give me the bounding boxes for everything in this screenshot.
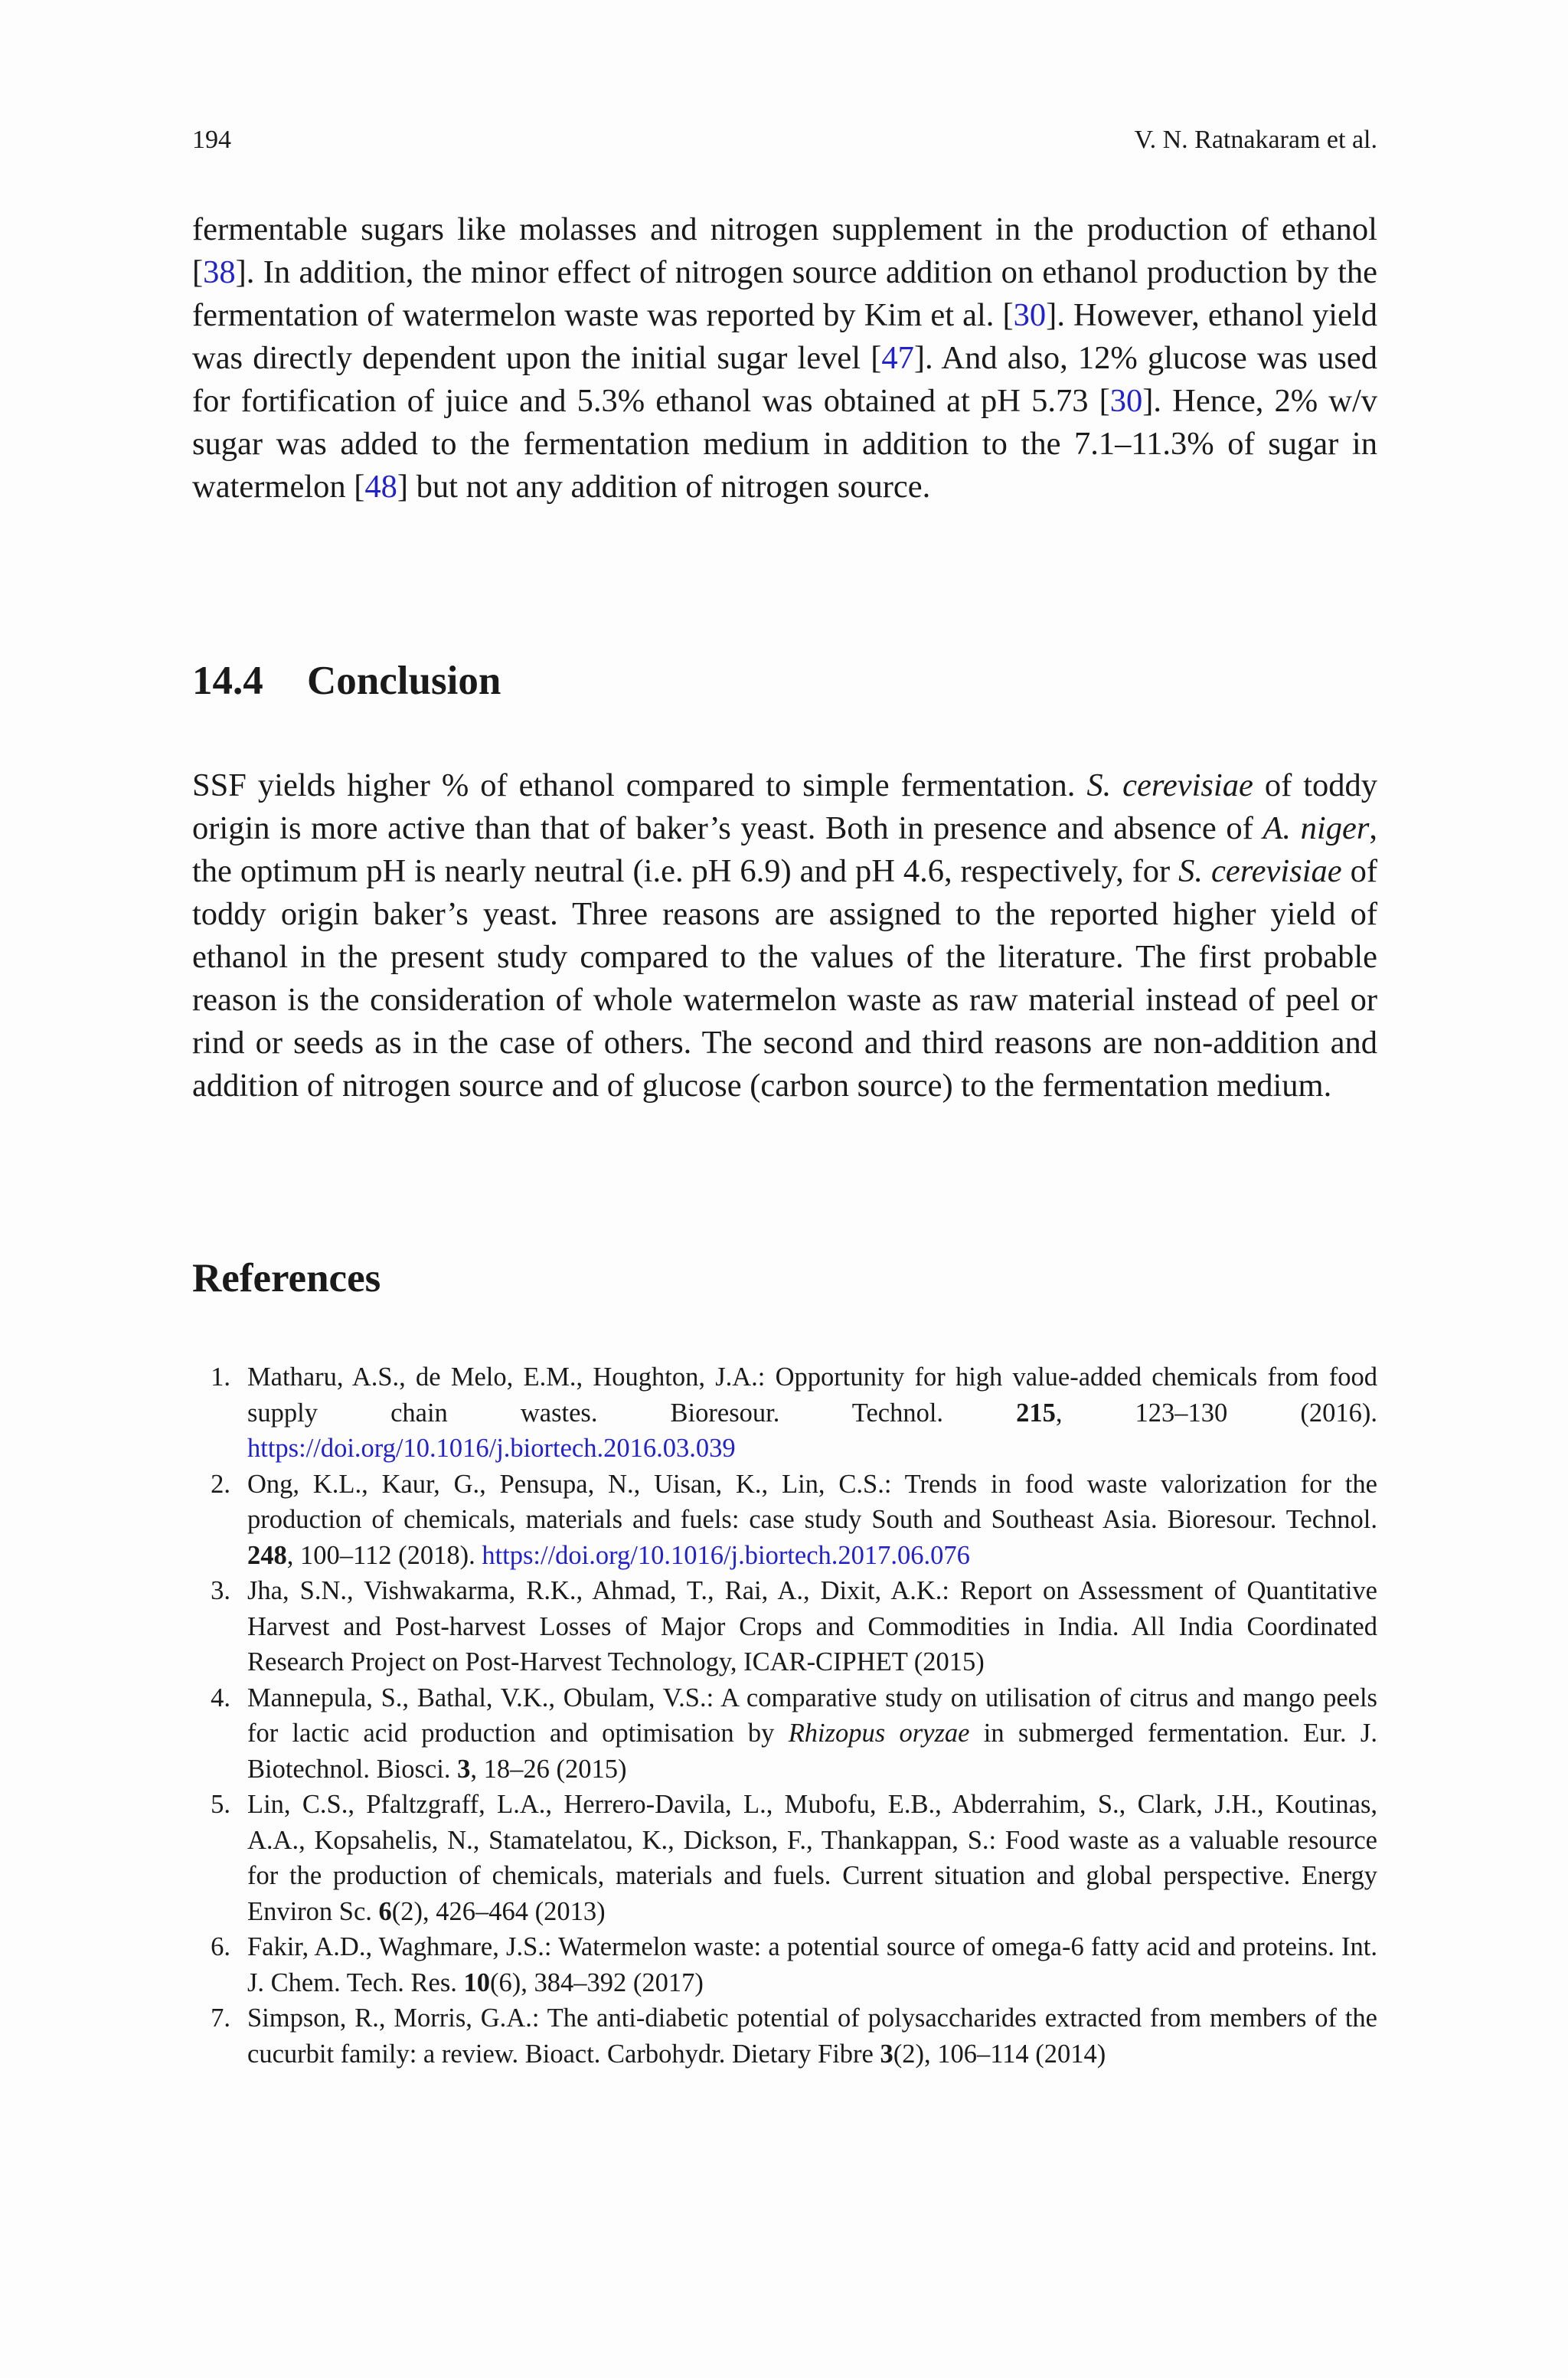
reference-text: Jha, S.N., Vishwakarma, R.K., Ahmad, T., Rai, A., Dixit, A.K.: Report on Assessment of Quantitative Harvest and Post-harvest Losses of Major Crops and Commodities in India. All India Coordinated Research Project on Post-Harvest Technology, ICAR-CIPHET (2015)	[247, 1576, 1377, 1676]
reference-text: Lin, C.S., Pfaltzgraff, L.A., Herrero-Davila, L., Mubofu, E.B., Abderrahim, S., Clark, J.H., Koutinas, A.A., Kopsahelis, N., Stamatelatou, K., Dickson, F., Thankappan, S.: Food waste as a valuable resource for the production of chemicals, materials and fuels. Current situation and global perspective. Energy Environ Sc.	[247, 1790, 1377, 1926]
species-name: S. cerevisiae	[1178, 853, 1342, 889]
reference-volume: 215	[1016, 1398, 1056, 1428]
citation-link[interactable]: 38	[203, 254, 236, 290]
reference-number: 4.	[211, 1683, 230, 1712]
citation-link[interactable]: 30	[1013, 297, 1047, 333]
reference-item	[192, 1467, 1377, 1574]
text-run: of toddy origin is more active than that of baker’s yeast. Both in presence and absence of	[192, 767, 1377, 846]
reference-number: 1.	[211, 1362, 230, 1392]
text-run: ]. And also, 12% glucose was used for fortification of juice and 5.3% ethanol was obtained at pH 5.73 [	[192, 340, 1377, 419]
text-run: SSF yields higher % of ethanol compared to simple fermentation.	[192, 767, 1087, 803]
species-name: Rhizopus oryzae	[788, 1719, 970, 1748]
reference-volume: 248	[247, 1540, 287, 1570]
reference-pages: (2), 106–114 (2014)	[893, 2039, 1106, 2069]
section-title: Conclusion	[307, 659, 501, 703]
reference-list	[192, 1359, 1377, 2072]
citation-link[interactable]: 48	[364, 469, 397, 505]
text-run: ]. In addition, the minor effect of nitrogen source addition on ethanol production by the fermentation of watermelon waste was reported by Kim et al. [	[192, 254, 1377, 333]
text-run: fermentable sugars like molasses and nitrogen supplement in the production of ethanol [	[192, 211, 1377, 290]
reference-text: Simpson, R., Morris, G.A.: The anti-diabetic potential of polysaccharides extracted from members of the cucurbit family: a review. Bioact. Carbohydr. Dietary Fibre	[247, 2003, 1377, 2069]
text-run: ] but not any addition of nitrogen source.	[397, 469, 931, 505]
reference-text: Mannepula, S., Bathal, V.K., Obulam, V.S.: A comparative study on utilisation of citrus and mango peels for lactic acid production and optimisation by	[247, 1683, 1377, 1748]
running-head: V. N. Ratnakaram et al.	[1134, 126, 1377, 154]
section-heading-references: References	[192, 1256, 381, 1300]
reference-item	[192, 1359, 1377, 1467]
reference-item	[192, 2000, 1377, 2072]
reference-text: in submerged fermentation. Eur. J. Biotechnol. Biosci.	[247, 1719, 1377, 1784]
reference-number: 3.	[211, 1576, 230, 1605]
reference-number: 5.	[211, 1790, 230, 1819]
reference-number: 7.	[211, 2003, 230, 2033]
section-heading-conclusion	[192, 657, 501, 705]
text-run: ]. Hence, 2% w/v sugar was added to the fermentation medium in addition to the 7.1–11.3% of sugar in watermelon [	[192, 383, 1378, 505]
reference-number: 2.	[211, 1469, 230, 1499]
reference-text: Fakir, A.D., Waghmare, J.S.: Watermelon waste: a potential source of omega-6 fatty acid and proteins. Int. J. Chem. Tech. Res.	[247, 1932, 1377, 1997]
conclusion-paragraph	[192, 764, 1377, 1107]
citation-link[interactable]: 30	[1109, 383, 1143, 419]
reference-item	[192, 1787, 1377, 1929]
reference-pages: (6), 384–392 (2017)	[490, 1967, 704, 1997]
citation-link[interactable]: 47	[881, 340, 914, 376]
text-run: ]. However, ethanol yield was directly dependent upon the initial sugar level [	[192, 297, 1377, 376]
reference-volume: 10	[463, 1967, 491, 1997]
species-name: S. cerevisiae	[1086, 767, 1253, 803]
section-number: 14.4	[192, 659, 263, 703]
reference-text: Matharu, A.S., de Melo, E.M., Houghton, J.A.: Opportunity for high value-added chemicals from food supply chain wastes. Bioresour. Technol.	[247, 1362, 1377, 1428]
reference-text: Ong, K.L., Kaur, G., Pensupa, N., Uisan, K., Lin, C.S.: Trends in food waste valorization for the production of chemicals, materials and fuels: case study South and Southeast Asia. Bioresour. Technol.	[247, 1469, 1377, 1534]
reference-volume: 3	[457, 1754, 471, 1784]
body-paragraph	[192, 208, 1377, 509]
doi-link[interactable]: https://doi.org/10.1016/j.biortech.2017.06.076	[482, 1540, 970, 1570]
reference-number: 6.	[211, 1932, 230, 1961]
reference-item	[192, 1573, 1377, 1680]
reference-volume: 3	[880, 2039, 893, 2069]
text-run: , the optimum pH is nearly neutral (i.e. pH 6.9) and pH 4.6, respectively, for	[192, 810, 1377, 889]
page-number: 194	[192, 126, 231, 154]
reference-pages: , 18–26 (2015)	[470, 1754, 627, 1784]
reference-volume: 6	[378, 1896, 392, 1926]
doi-link[interactable]: https://doi.org/10.1016/j.biortech.2016.03.039	[247, 1434, 736, 1463]
reference-pages: (2), 426–464 (2013)	[391, 1896, 606, 1926]
text-run: of toddy origin baker’s yeast. Three reasons are assigned to the reported higher yield of ethanol in the present study compared to the values of the literature. The first probable reason is the consideration of whole watermelon waste as raw material instead of peel or rind or seeds as in the case of others. The second and third reasons are non-addition and addition of nitrogen source and of glucose (carbon source) to the fermentation medium.	[192, 853, 1378, 1104]
reference-item	[192, 1929, 1377, 2000]
reference-pages: , 100–112 (2018).	[286, 1540, 482, 1570]
species-name: A. niger	[1263, 810, 1370, 846]
reference-item	[192, 1680, 1377, 1788]
reference-pages: , 123–130 (2016).	[1055, 1398, 1377, 1428]
